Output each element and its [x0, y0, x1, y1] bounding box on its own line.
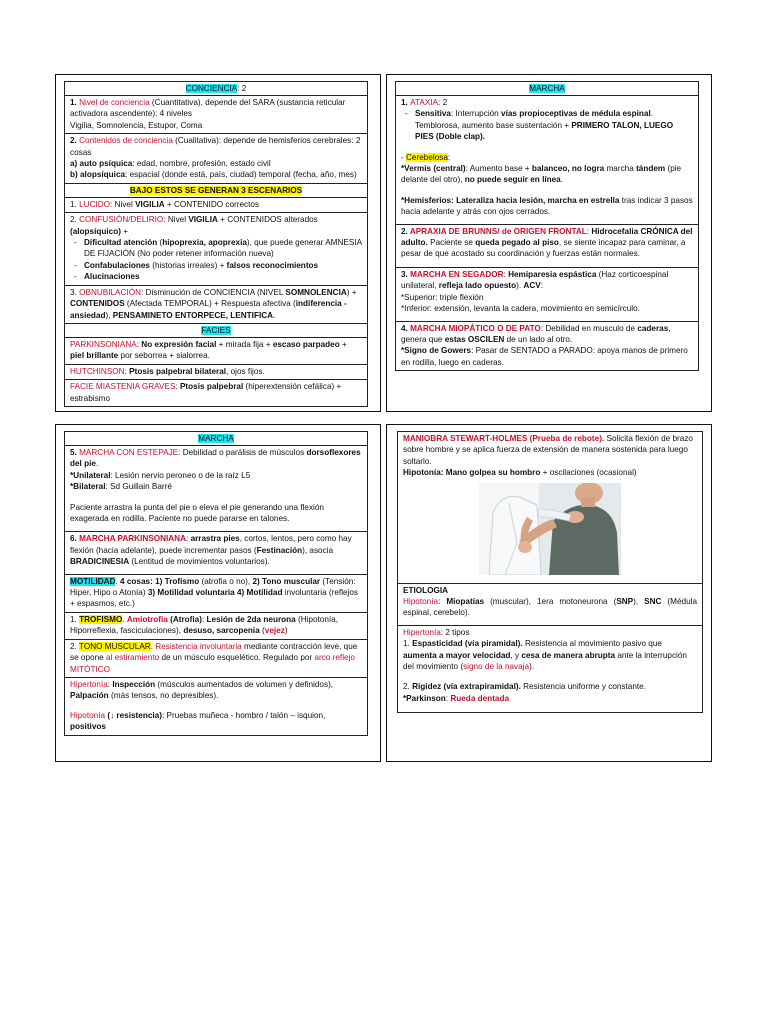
row-hipertonia: Hipertonía: Inspección (músculos aumentados de volumen y definidos), Palpación (más tensos, no depresibles). Hipotonía (↓ resistencia): Pruebas muñeca - hombro / talón – isquion, positivos	[70, 679, 334, 732]
stewart-holmes-photo	[479, 483, 621, 575]
card-conciencia	[55, 74, 381, 412]
header-marcha: MARCHA	[396, 82, 698, 96]
row-lucido: 1. LUCIDO: Nivel VIGILIA + CONTENIDO correctos	[65, 198, 367, 213]
list-item: - Dificultad atención (hipoprexia, apoprexia), que puede generar AMNESIA DE FIJACIÓN (No poder retener información nueva)	[84, 237, 362, 260]
row-trofismo: 1. TROFISMO. Amiotrofia (Atrofia): Lesión de 2da neurona (Hipotonía, Hiporreflexia, fasciculaciones), desuso, sarcopenia (vejez)	[65, 613, 367, 640]
row-segador: 3. MARCHA EN SEGADOR: Hemiparesia espástica (Haz corticoespinal unilateral, refleja lado opuesto). ACV: *Superior: triple flexión *Inferior: extensión, levanta la cadera, movimiento en semicírculo.	[396, 268, 698, 322]
row-tono-muscular: 2. TONO MUSCULAR. Resistencia involuntaria mediante contracción leve, que se opone al estiramiento de un músculo esquelético. Regulado por arco reflejo MITÓTICO	[65, 640, 367, 678]
row-nivel-conciencia: 1. Nivel de conciencia (Cuantitativa), depende del SARA (sustancia reticular activadora ascendente): 4 niveles Vigilia, Somnolencia, Estupor, Coma	[65, 95, 367, 134]
row-confusion: 2. CONFUSIÓN/DELIRIO: Nivel VIGILIA + CONTENIDOS alterados (alopsíquico) + - Dificultad atención (hipoprexia, apoprexia), que puede generar AMNESIA DE FIJACIÓN (No poder retener información nueva) - Confabulaciones (historias irreales) + falsos reconocimientos - Alucinaciones	[65, 213, 367, 285]
table-stewart-holmes	[397, 431, 703, 713]
row-ataxia: 1. ATAXIA: 2 - Sensitiva: Interrupción vías propioceptivas de médula espinal. Temblorosa, aumento base sustentación + PRIMERO TALON, LUEGO PIES (Doble clap). - Cerebelosa: *Vermis (central): Aumento base + balanceo, no logra marcha tándem (pie delante del otro), no puede seguir en línea. *Hemisferios: Lateraliza hacia lesión, marcha en estrella tras indicar 3 pasos hacia adelante y atrás con ojos cerrados.	[396, 96, 698, 225]
row-hutchinson: HUTCHINSON: Ptosis palpebral bilateral, ojos fijos.	[65, 365, 367, 380]
row-pato: 4. MARCHA MIOPÁTICO O DE PATO: Debilidad en musculo de caderas, genera que estas OSCILEN de un lado al otro. *Signo de Gowers: Pasar de SENTADO a PARADO: apoya manos de primero en rodilla, luego en caderas.	[401, 323, 688, 367]
row-etiologia: ETIOLOGIA Hipotonía: Miopatías (muscular), 1era motoneurona (SNP), SNC (Médula espinal, cerebelo).	[398, 584, 702, 626]
card-marcha-1	[386, 74, 712, 412]
header-conciencia: CONCIENCIA: 2	[185, 84, 247, 93]
list-item: - Confabulaciones (historias irreales) + falsos reconocimientos	[84, 260, 362, 271]
row-miastenia: FACIE MIASTENIA GRAVES: Ptosis palpebral (hiperextensión cefálica) + estrabismo	[70, 382, 342, 403]
row-hipertonia-tipos: Hipertonía: 2 tipos 1. Espasticidad (vía piramidal). Resistencia al movimiento pasivo que aumenta a mayor velocidad, y cesa de manera abrupta ante la interrupción del movimiento (signo de la navaja). 2. Rigidez (vía extrapiramidal). Resistencia uniforme y constante. *Parkinson: Rueda dentada	[403, 627, 687, 703]
table-marcha-1	[395, 81, 699, 371]
card-marcha-2	[55, 424, 381, 762]
list-confusion	[70, 237, 362, 283]
header-escenarios: BAJO ESTOS SE GENERAN 3 ESCENARIOS	[65, 184, 367, 198]
row-apraxia: 2. APRAXIA DE BRUNNS/ de ORIGEN FRONTAL: Hidrocefalia CRÓNICA del adulto. Paciente se queda pegado al piso, se siente incapaz para caminar, a pesar de que acostado su coordinación y fuerzas están normales.	[396, 225, 698, 268]
list-ataxia	[401, 108, 693, 142]
card-stewart-holmes	[386, 424, 712, 762]
header-facies: FACIES	[65, 324, 367, 338]
header-marcha: MARCHA	[65, 432, 367, 446]
list-item: - Alucinaciones	[84, 271, 362, 282]
row-marcha-parkinsoniana: 6. MARCHA PARKINSONIANA: arrastra pies, cortos, lentos, pero como hay flexión (hacia adelante), puede incrementar pasos (Festinación), asocia BRADICINESIA (Lentitud de movimientos voluntarios).	[65, 532, 367, 574]
row-parkinsoniana: PARKINSONIANA: No expresión facial + mirada fija + escaso parpadeo + piel brillante por seborrea + sialorrea.	[65, 338, 367, 365]
list-item: - Sensitiva: Interrupción vías propioceptivas de médula espinal. Temblorosa, aumento base sustentación + PRIMERO TALON, LUEGO PIES (Doble clap).	[415, 108, 693, 142]
row-maniobra: MANIOBRA STEWART-HOLMES (Prueba de rebote). Solicita flexión de brazo sobre hombre y se aplica fuerza de extensión de manera sostenida para luego soltarlo. Hipotonía: Mano golpea su hombro + oscilaciones (ocasional)	[398, 432, 702, 584]
row-contenidos-conciencia: 2. Contenidos de conciencia (Cualitativa): depende de hemisferios cerebrales: 2 cosas a) auto psíquica: edad, nombre, profesión, estado civil b) alopsíquica: espacial (donde está, país, ciudad) temporal (fecha, año, mes)	[65, 134, 367, 184]
exam-illustration	[479, 483, 621, 575]
row-motilidad: MOTILIDAD. 4 cosas: 1) Trofismo (atrofia o no), 2) Tono muscular (Tensión: Hiper, Hipo o Atonía) 3) Motilidad voluntaria 4) Motilidad involuntaria (reflejos + espasmos, etc.)	[65, 575, 367, 613]
table-conciencia	[64, 81, 368, 407]
table-marcha-2	[64, 431, 368, 736]
row-estepaje: 5. MARCHA CON ESTEPAJE: Debilidad o parálisis de músculos dorsoflexores del pie. *Unilateral: Lesión nervio peroneo o de la raíz L5 *Bilateral: Sd Guillain Barré Paciente arrastra la punta del pie o eleva el pie generando una flexión exagerada en rodilla. Paciente no puede pararse en talones.	[65, 446, 367, 532]
row-obnubilacion: 3. OBNUBILACIÓN: Disminución de CONCIENCIA (NIVEL SOMNOLENCIA) + CONTENIDOS (Afectada TEMPORAL) + Respuesta afectiva (indiferencia - ansiedad), PENSAMINETO ENTORPECE, LENTIFICA.	[65, 286, 367, 324]
